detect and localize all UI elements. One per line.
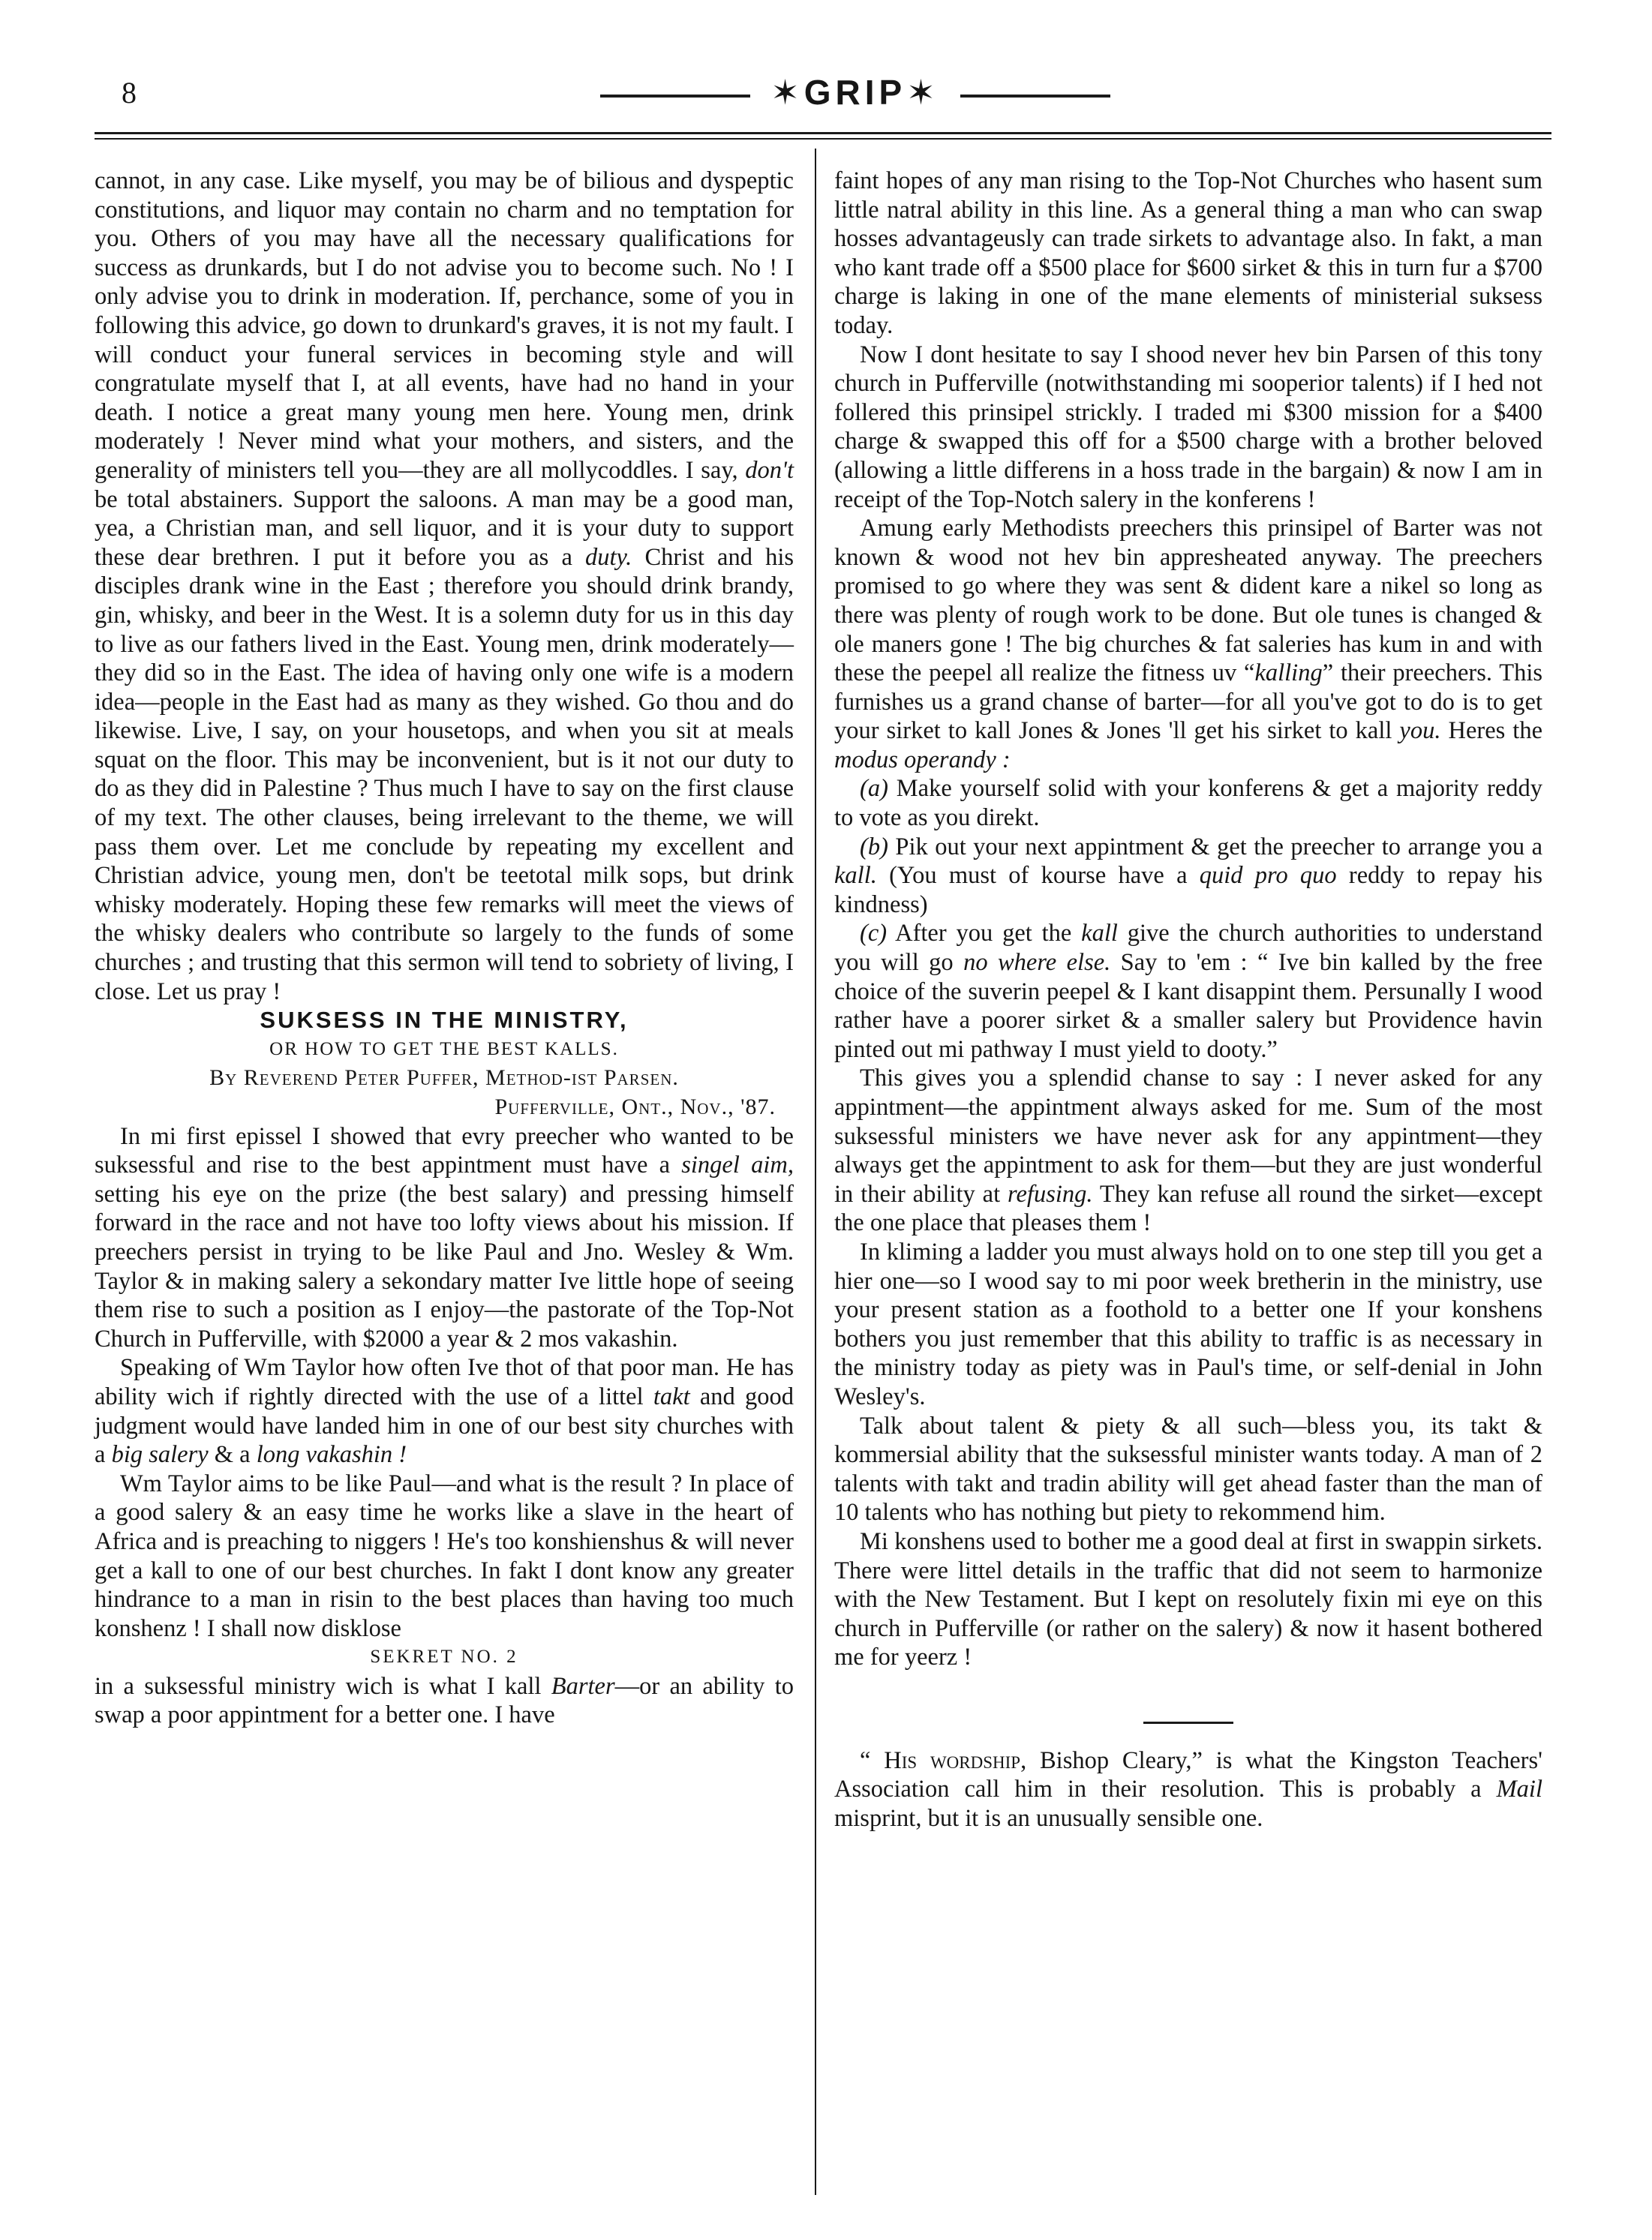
list-item-c: (c) After you get the kall give the church authorities to understand you will go no where else. Say to 'em : “ Ive bin kalled by the free choice of the suverin peepel & I kant disappint them. Persunally I wood rather have a poorer sirket & a smaller salery but Providence havin pinted out mi pathway I must yield to dooty.” xyxy=(834,920,1543,1063)
article-dateline: Pufferville, Ont., Nov., '87. xyxy=(494,1094,776,1119)
article-paragraph: faint hopes of any man rising to the Top-Not Churches who hasent sum little natral ability in this line. As a general thing a man who can swap hosses advantageusly can trade sirkets to advantage also. In fakt, a man who kant trade off a $500 place for $600 sirket & this in turn fur a $700 charge is laking in one of the mane elements of ministerial suksess today. xyxy=(834,167,1542,339)
article-paragraph: This gives you a splendid chanse to say : I never asked for any appintment—the appintment always asked for me. Sum of the most suksessful ministers we have never ask for any appintment—they always get the appintment to ask for them—but they are just wonderful in their ability at refusing. They kan refuse all round the sirket—except the one place that pleases them ! xyxy=(834,1064,1543,1237)
left-column xyxy=(95,167,794,1730)
page-number: 8 xyxy=(122,76,137,110)
masthead xyxy=(570,72,1140,117)
article-paragraph: In kliming a ladder you must always hold on to one step till you get a hier one—so I wood say to mi poor week bretherin in the ministry, use your present station as a foothold to a better one If your konshens bothers you just remember that this ability to traffic is as necessary in the ministry today as piety was in Paul's time, or self-denial in John Wesley's. xyxy=(834,1238,1542,1410)
item-separator-rule xyxy=(1143,1722,1233,1724)
article-paragraph: Wm Taylor aims to be like Paul—and what is the result ? In place of a good salery & an easy time he works like a slave in the heart of Africa and is preaching to niggers ! He's too konshienshus & will never get a kall to one of our best churches. In fakt I dont know any greater hindrance to a man in risin to the best places than having too much konshenz ! I shall now disklose xyxy=(95,1470,794,1642)
masthead-title xyxy=(570,72,1140,113)
star-ornament-right: ✶ xyxy=(906,73,940,112)
article-paragraph: Now I dont hesitate to say I shood never hev bin Parsen of this tony church in Pufferville (notwithstanding mi sooperior talents) if I hed not follered this prinsipel strickly. I traded mi $300 mission for a $400 charge & swapped this off for a $500 charge with a brother beloved (allowing a little differens in a hoss trade in the bargain) & now I am in receipt of the Top-Notch salery in the konferens ! xyxy=(834,341,1542,513)
article-paragraph: in a suksessful ministry wich is what I kall Barter—or an ability to swap a poor appintment for a better one. I have xyxy=(95,1672,794,1729)
header-rule-top xyxy=(95,132,1551,134)
article-byline: By Reverend Peter Puffer, Method-ist Parsen. xyxy=(209,1065,679,1091)
article-paragraph: Amung early Methodists preechers this prinsipel of Barter was not known & wood not hev bin appresheated anyway. The preechers promised to go where they was sent & dident kare a nikel so long as there was plenty of rough work to be done. But ole tunes is changed & ole maners gone ! The big churches & fat saleries has kum in and with these the peepel all realize the fitness uv “kalling” their preechers. This furnishes us a grand chanse of barter—for all you've got to do is to get your sirket to kall Jones & Jones 'll get his sirket to kall you. Heres the modus operandy : xyxy=(834,515,1543,773)
right-column xyxy=(834,167,1542,1833)
article-subheading: OR HOW TO GET THE BEST KALLS. xyxy=(269,1038,619,1059)
list-item-b: (b) Pik out your next appintment & get the preecher to arrange you a kall. (You must of kourse have a quid pro quo reddy to repay his kindness) xyxy=(834,833,1542,918)
sermon-conclusion-paragraph: cannot, in any case. Like myself, you may be of bilious and dyspeptic constitutions, and liquor may contain no charm and no temptation for you. Others of you may have all the necessary qualifications for success as drunkards, but I do not advise you to become such. No ! I only advise you to drink in moderation. If, perchance, some of you in following this advice, go down to drunkard's graves, it is not my fault. I will conduct your funeral services in becoming style and will congratulate myself that I, at all events, have had no hand in your death. I notice a great many young men here. Young men, drink moderately ! Never mind what your mothers, and sisters, and the generality of ministers tell you—they are all mollycoddles. I say, don't be total abstainers. Support the saloons. A man may be a good man, yea, a Christian man, and sell liquor, and it is your duty to support these dear brethren. I put it before you as a duty. Christ and his disciples drank wine in the East ; therefore you should drink brandy, gin, whisky, and beer in the West. It is a solemn duty for us in this day to live as our fathers lived in the East. Young men, drink moderately—they did so in the East. The idea of having only one wife is a modern idea—people in the East had as many as they wished. Go thou and do likewise. Live, I say, on your housetops, and when you sit at meals squat on the floor. This may be inconvenient, but is it not our duty to do as they did in Palestine ? Thus much I have to say on the first clause of my text. The other clauses, being irrelevant to the theme, we will pass them over. Let me conclude by repeating my excellent and Christian advice, young men, don't be teetotal milk sops, but drink whisky moderately. Hoping these few remarks will meet the views of the whisky dealers who contribute so largely to the funds of some churches ; and trusting that this sermon will tend to sobriety of living, I close. Let us pray ! xyxy=(95,167,794,1005)
column-divider xyxy=(815,149,816,2195)
article-paragraph: In mi first epissel I showed that evry preecher who wanted to be suksessful and rise to the best appintment must have a singel aim, setting his eye on the prize (the best salary) and pressing himself forward in the race and not have too lofty views about his mission. If preechers persist in trying to be like Paul and Jno. Wesley & Wm. Taylor & in making salery a sekondary matter Ive little hope of seeing them rise to such a position as I enjoy—the pastorate of the Top-Not Church in Pufferville, with $2000 a year & 2 mos vakashin. xyxy=(95,1122,794,1353)
article-paragraph: Talk about talent & piety & all such—bless you, its takt & kommersial ability that the suksessful minister wants today. A man of 2 talents with takt and tradin ability will get ahead faster than the man of 10 talents who has nothing but piety to rekommend him. xyxy=(834,1412,1542,1527)
news-item-paragraph: “ His wordship, Bishop Cleary,” is what the Kingston Teachers' Association call him in their resolution. This is probably a Mail misprint, but it is an unusually sensible one. xyxy=(834,1746,1542,1833)
star-ornament-left: ✶ xyxy=(770,73,804,112)
article-paragraph: Speaking of Wm Taylor how often Ive thot of that poor man. He has ability wich if rightly directed with the use of a littel takt and good judgment would have landed him in one of our best sity churches with a big salery & a long vakashin ! xyxy=(95,1354,794,1469)
header-rule-bottom xyxy=(95,138,1551,140)
section-heading: SEKRET NO. 2 xyxy=(370,1647,518,1668)
article-paragraph: Mi konshens used to bother me a good deal at first in swappin sirkets. There were littel details in the traffic that did not seem to harmonize with the New Testament. But I kept on resolutely fixin mi eye on this church in Pufferville (or rather on the salery) & now it hasent bothered me for yeerz ! xyxy=(834,1527,1542,1671)
article-heading: SUKSESS IN THE MINISTRY, xyxy=(260,1007,629,1034)
publication-title: GRIP xyxy=(803,73,907,112)
list-item-a: (a) Make yourself solid with your konferens & get a majority reddy to vote as you direkt. xyxy=(834,775,1542,832)
